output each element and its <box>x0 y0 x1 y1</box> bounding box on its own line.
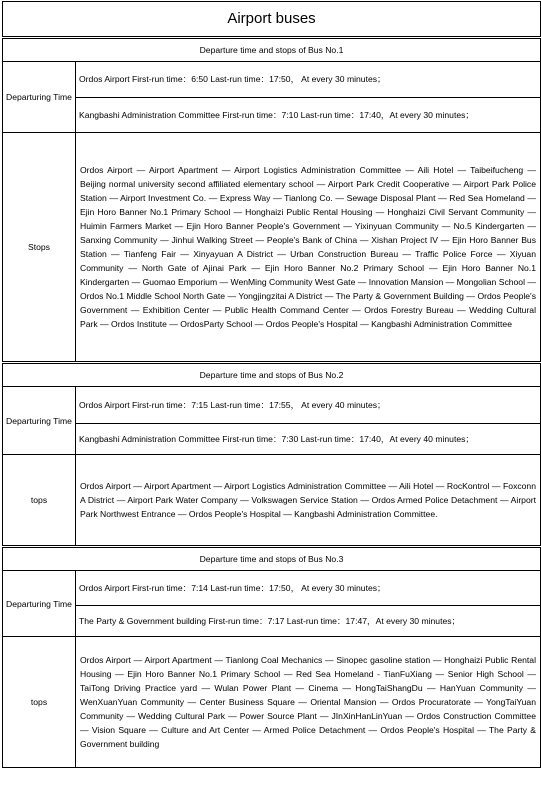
bus1-departure-2: Kangbashi Administration Committee First-run time：7:10 Last-run time：17:40，At every 30 minutes； <box>76 97 541 133</box>
bus1-stops-list: Ordos Airport — Airport Apartment — Airport Logistics Administration Committee — Aili Hotel — Taibeifucheng — Beijing normal university second affiliated elementary school — Airport Park Credit Cooperative — Airport Park Police Station — Airport Investment Co. — Express Way — Tianlong Co. — Sewage Disposal Plant — Red Sea Homeland — Ejin Horo Banner No.1 Primary School — Honghaizi Public Rental Housing — Honghaizi Civil Servant Community — Huimin Farmers Market — Ejin Horo Banner People's Government — Yixinyuan Community — No.5 Kindergarten — Sanxing Community — Jinhui Walking Street — People's Bank of China — Xishan Project IV — Ejin Horo Banner Bus Station — Tianfeng Fair — Xinyayuan A District — Urban Construction Bureau — Traffic Police Force — Xiyuan Community — North Gate of Ajinai Park — Ejin Horo Banner No.2 Primary School — Ejin Horo Banner No.1 Kindergarten — Guomao Emporium — WenMing Community West Gate — Innovation Mansion — Mongolian School — Ordos No.1 Middle School North Gate — Yongjingzitai A District — The Party & Government Building — Ordos People's Government — Exhibition Center — Public Health Command Center — Ordos Forestry Bureau — Wedding Cultural Park — Ordos Institute — OrdosParty School — Ordos People's Hospital — Kangbashi Administration Committee <box>76 133 541 363</box>
bus3-stops-list: Ordos Airport — Airport Apartment — Tianlong Coal Mechanics — Sinopec gasoline station — Honghaizi Public Rental Housing — Ejin Horo Banner No.1 Primary School — Red Sea Homeland - TianFuXiang — Senior High School — TaiTong Driving Practice yard — Wulan Power Plant — Cinema — HongTaiShangDu — HanYuan Community — WenXuanYuan Community — Center Business Square — Oriental Mansion — Ordos Procuratorate — YongTaiYuan Community — Wedding Cultural Park — Power Source Plant — JInXinHanLinYuan — Ordos Construction Committee — Vision Square — Culture and Art Center — Armed Police Detachment — Ordos People's Hospital — The Party & Government building <box>76 637 541 768</box>
airport-bus-sheet <box>2 1 540 768</box>
bus2-departure-2: Kangbashi Administration Committee First-run time：7:30 Last-run time：17:40，At every 40 minutes； <box>76 424 541 455</box>
bus3-departing-label: Departuring Time <box>3 571 76 637</box>
bus2-stops-label: tops <box>3 455 76 547</box>
bus2-stops-list: Ordos Airport — Airport Apartment — Airport Logistics Administration Committee — Aili Hotel — RocKontrol — Foxconn A District — Airport Park Water Company — Volkswagen Service Station — Ordos Armed Police Detachment — Airport Park Northwest Entrance — Ordos People's Hospital — Kangbashi Administration Committee. <box>76 455 541 547</box>
bus3-header: Departure time and stops of Bus No.3 <box>3 547 541 571</box>
bus1-stops-label: Stops <box>3 133 76 363</box>
bus3-stops-label: tops <box>3 637 76 768</box>
bus-schedule-table <box>2 1 541 768</box>
bus2-departure-1: Ordos Airport First-run time：7:15 Last-run time：17:55， At every 40 minutes； <box>76 387 541 424</box>
bus1-departing-label: Departuring Time <box>3 62 76 133</box>
page-title: Airport buses <box>3 2 541 38</box>
bus2-departing-label: Departuring Time <box>3 387 76 455</box>
bus1-header: Departure time and stops of Bus No.1 <box>3 38 541 62</box>
bus2-header: Departure time and stops of Bus No.2 <box>3 363 541 387</box>
bus1-departure-1: Ordos Airport First-run time：6:50 Last-run time：17:50， At every 30 minutes； <box>76 62 541 98</box>
bus3-departure-2: The Party & Government building First-run time：7:17 Last-run time：17:47，At every 30 minutes； <box>76 606 541 637</box>
bus3-departure-1: Ordos Airport First-run time：7:14 Last-run time：17:50， At every 30 minutes； <box>76 571 541 606</box>
